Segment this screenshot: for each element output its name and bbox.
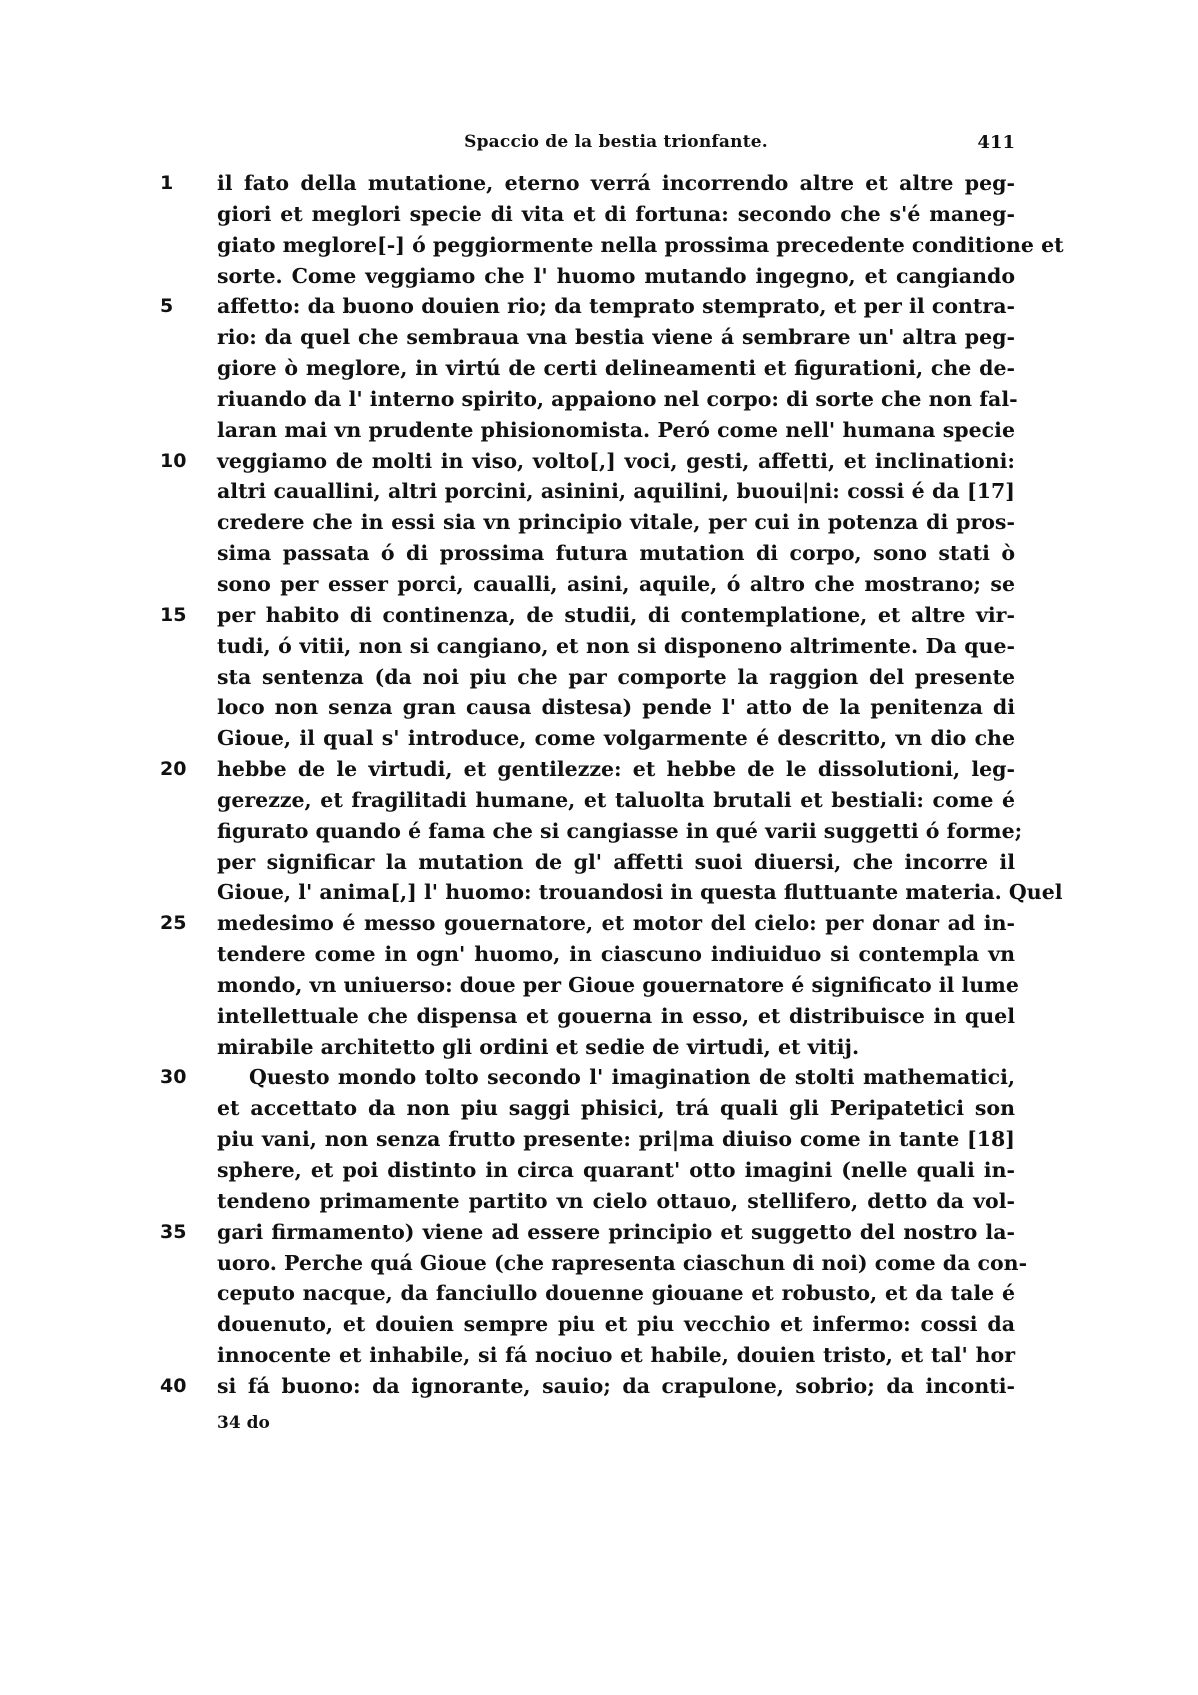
line-text: douenuto, et douien sempre piu et piu vecchio et infermo: cossi da bbox=[217, 1312, 1015, 1337]
text-line bbox=[160, 1340, 1030, 1371]
text-line bbox=[160, 1309, 1030, 1340]
text-line bbox=[160, 662, 1030, 693]
line-text: uoro. Perche quá Gioue (che rapresenta ciaschun di noi) come da con- bbox=[217, 1250, 1028, 1275]
text-line bbox=[160, 1093, 1030, 1124]
line-text: veggiamo de molti in viso, volto[,] voci, gesti, affetti, et inclinationi: bbox=[217, 448, 1015, 473]
line-number: 35 bbox=[160, 1220, 187, 1243]
line-text: si fá buono: da ignorante, sauio; da crapulone, sobrio; da inconti- bbox=[217, 1373, 1015, 1398]
line-text: affetto: da buono douien rio; da temprato stemprato, et per il contra- bbox=[217, 294, 1015, 319]
line-number: 25 bbox=[160, 912, 187, 935]
line-text: per significar la mutation de gl' affetti suoi diuersi, che incorre il bbox=[217, 849, 1015, 874]
line-text: rio: da quel che sembraua vna bestia viene á sembrare un' altra peg- bbox=[217, 325, 1015, 350]
line-text: et accettato da non piu saggi phisici, trá quali gli Peripatetici son bbox=[217, 1096, 1015, 1121]
page-number: 411 bbox=[977, 132, 1015, 153]
text-line bbox=[160, 476, 1030, 507]
line-text: credere che in essi sia vn principio vitale, per cui in potenza di pros- bbox=[217, 510, 1015, 535]
text-line bbox=[160, 723, 1030, 754]
text-line bbox=[160, 415, 1030, 446]
text-line bbox=[160, 1155, 1030, 1186]
text-line bbox=[160, 353, 1030, 384]
line-text: Questo mondo tolto secondo l' imagination de stolti mathematici, bbox=[249, 1065, 1015, 1090]
line-text: tendeno primamente partito vn cielo ottauo, stellifero, detto da vol- bbox=[217, 1188, 1015, 1213]
line-text: sima passata ó di prossima futura mutation di corpo, sono stati ò bbox=[217, 541, 1015, 566]
text-line bbox=[160, 939, 1030, 970]
text-line bbox=[160, 507, 1030, 538]
line-text: mirabile architetto gli ordini et sedie de virtudi, et vitij. bbox=[217, 1034, 860, 1059]
text-line bbox=[160, 1278, 1030, 1309]
text-line bbox=[160, 908, 1030, 939]
line-text: mondo, vn uniuerso: doue per Gioue gouernatore é significato il lume bbox=[217, 972, 1019, 997]
text-line bbox=[160, 1248, 1030, 1279]
text-line bbox=[160, 692, 1030, 723]
line-text: giato meglore[-] ó peggiormente nella prossima precedente conditione et bbox=[217, 232, 1064, 257]
text-line bbox=[160, 384, 1030, 415]
text-line bbox=[160, 1032, 1030, 1063]
line-number: 10 bbox=[160, 449, 187, 472]
line-text: giori et meglori specie di vita et di fortuna: secondo che s'é maneg- bbox=[217, 201, 1015, 226]
running-title: Spaccio de la bestia trionfante. bbox=[464, 132, 768, 152]
line-text: medesimo é messo gouernatore, et motor del cielo: per donar ad in- bbox=[217, 911, 1015, 936]
text-line bbox=[160, 970, 1030, 1001]
text-line bbox=[160, 631, 1030, 662]
line-text: sta sentenza (da noi piu che par comporte la raggion del presente bbox=[217, 664, 1015, 689]
line-number: 20 bbox=[160, 758, 187, 781]
line-text: riuando da l' interno spirito, appaiono nel corpo: di sorte che non fal- bbox=[217, 386, 1018, 411]
line-text: giore ò meglore, in virtú de certi delineamenti et figurationi, che de- bbox=[217, 356, 1015, 381]
text-line bbox=[160, 1186, 1030, 1217]
text-line bbox=[160, 446, 1030, 477]
line-number: 30 bbox=[160, 1066, 187, 1089]
text-line bbox=[160, 199, 1030, 230]
body-text bbox=[160, 168, 1064, 1402]
line-number: 40 bbox=[160, 1374, 187, 1397]
text-line bbox=[160, 168, 1030, 199]
text-line bbox=[160, 230, 1064, 261]
text-line bbox=[160, 261, 1030, 292]
line-number: 15 bbox=[160, 603, 187, 626]
line-text: il fato della mutatione, eterno verrá incorrendo altre et altre peg- bbox=[217, 171, 1015, 195]
line-text: figurato quando é fama che si cangiasse in qué varii suggetti ó forme; bbox=[217, 818, 1023, 843]
text-line bbox=[160, 847, 1030, 878]
line-text: sphere, et poi distinto in circa quarant' otto imagini (nelle quali in- bbox=[217, 1158, 1015, 1182]
text-line bbox=[160, 569, 1030, 600]
line-text: sono per esser porci, caualli, asini, aquile, ó altro che mostrano; se bbox=[217, 571, 1015, 596]
text-line bbox=[160, 785, 1030, 816]
text-line bbox=[160, 1217, 1030, 1248]
line-text: gerezze, et fragilitadi humane, et taluolta brutali et bestiali: come é bbox=[217, 787, 1015, 812]
page-header bbox=[217, 128, 1015, 158]
line-text: Gioue, il qual s' introduce, come volgarmente é descritto, vn dio che bbox=[217, 726, 1015, 751]
line-text: loco non senza gran causa distesa) pende l' atto de la penitenza di bbox=[217, 695, 1015, 720]
text-line bbox=[160, 877, 1063, 908]
line-text: gari firmamento) viene ad essere principio et suggetto del nostro la- bbox=[217, 1219, 1015, 1244]
footnote: 34 do bbox=[217, 1413, 270, 1433]
text-line bbox=[160, 600, 1030, 631]
line-text: sorte. Come veggiamo che l' huomo mutando ingegno, et cangiando bbox=[217, 263, 1015, 288]
line-text: ceputo nacque, da fanciullo douenne giouane et robusto, et da tale é bbox=[217, 1281, 1015, 1306]
line-text: laran mai vn prudente phisionomista. Peró come nell' humana specie bbox=[217, 417, 1015, 442]
line-number: 5 bbox=[160, 295, 174, 318]
line-text: tendere come in ogn' huomo, in ciascuno indiuiduo si contempla vn bbox=[217, 942, 1015, 967]
line-number: 1 bbox=[160, 172, 174, 194]
line-text: per habito di continenza, de studii, di contemplatione, et altre vir- bbox=[217, 602, 1015, 627]
text-line bbox=[160, 1001, 1030, 1032]
text-line bbox=[160, 1124, 1030, 1155]
line-text: hebbe de le virtudi, et gentilezze: et hebbe de le dissolutioni, leg- bbox=[217, 757, 1015, 782]
line-text: tudi, ó vitii, non si cangiano, et non si disponeno altrimente. Da que- bbox=[217, 633, 1015, 658]
line-text: innocente et inhabile, si fá nociuo et habile, douien tristo, et tal' hor bbox=[217, 1343, 1015, 1368]
text-line bbox=[160, 816, 1030, 847]
line-text: Gioue, l' anima[,] l' huomo: trouandosi in questa fluttuante materia. Quel bbox=[217, 880, 1063, 905]
text-line bbox=[160, 322, 1030, 353]
line-text: piu vani, non senza frutto presente: pri|ma diuiso come in tante [18] bbox=[217, 1127, 1015, 1152]
text-line bbox=[160, 538, 1030, 569]
text-line bbox=[160, 291, 1030, 322]
text-line bbox=[160, 1062, 1030, 1093]
line-text: altri cauallini, altri porcini, asinini, aquilini, buoui|ni: cossi é da [17] bbox=[217, 479, 1015, 504]
text-line bbox=[160, 1371, 1030, 1402]
line-text: intellettuale che dispensa et gouerna in esso, et distribuisce in quel bbox=[217, 1003, 1015, 1028]
text-line bbox=[160, 754, 1030, 785]
